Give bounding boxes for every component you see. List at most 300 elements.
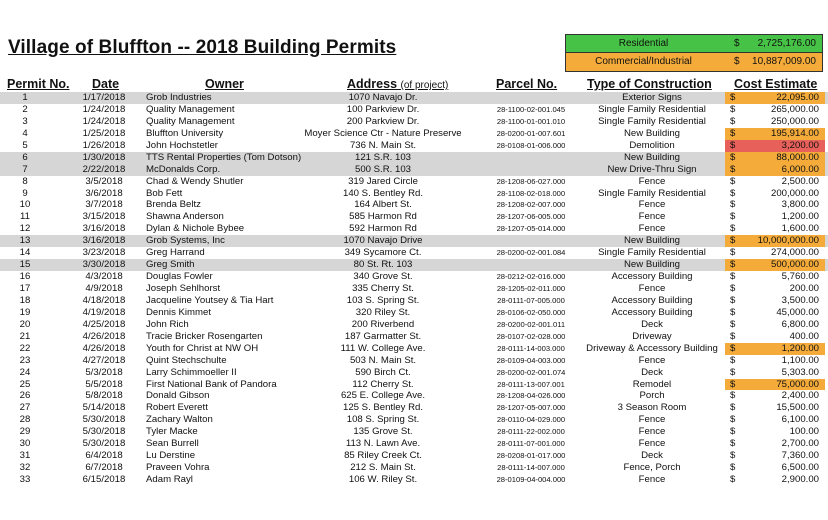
cost-estimate [725, 402, 825, 414]
project-address: 121 S.R. 103 [354, 151, 411, 163]
parcel-number: 28-0109-04-004.000 [496, 475, 566, 484]
cost-currency: $ [730, 414, 736, 426]
project-address: 585 Harmon Rd [349, 211, 417, 223]
permits-table [0, 92, 828, 486]
parcel-number: 28-1208-06-027.000 [496, 176, 566, 186]
cost-value: 2,900.00 [781, 474, 819, 485]
construction-type: Fence [638, 223, 666, 235]
permit-date: 5/14/2018 [82, 402, 126, 414]
cost-estimate [725, 307, 825, 319]
permit-date: 1/17/2018 [82, 92, 126, 103]
construction-type: Fence [638, 414, 666, 426]
cost-value: 195,914.00 [770, 127, 819, 139]
table-row [0, 176, 828, 188]
cost-estimate [725, 414, 825, 426]
cost-currency: $ [730, 294, 736, 306]
parcel-number: 28-0212-02-016.000 [496, 272, 566, 282]
permit-date: 3/7/2018 [85, 199, 123, 211]
cost-value: 2,400.00 [781, 390, 819, 402]
table-row [0, 188, 828, 200]
permit-date: 4/25/2018 [82, 318, 126, 330]
cost-value: 274,000.00 [770, 247, 819, 259]
cost-estimate [725, 343, 825, 355]
construction-type: Driveway & Accessory Building [586, 342, 718, 354]
permit-date: 5/30/2018 [82, 414, 126, 426]
permit-number: 12 [19, 223, 31, 235]
summary-label: Commercial/Industrial [595, 56, 692, 67]
cost-value: 6,100.00 [781, 414, 819, 426]
summary-currency: $ [734, 38, 740, 49]
permit-date: 3/16/2018 [82, 223, 126, 235]
owner-name: Shawna Anderson [146, 211, 224, 223]
table-row [0, 283, 828, 295]
owner-name: Lu Derstine [146, 450, 196, 462]
cost-estimate [725, 355, 825, 367]
cost-currency: $ [730, 342, 736, 354]
parcel-number: 28-0106-02-050.000 [496, 307, 566, 317]
cost-currency: $ [730, 438, 736, 450]
parcel-number: 28-1100-01-001.010 [496, 116, 566, 126]
owner-name: Dylan & Nichole Bybee [146, 223, 245, 235]
permit-date: 4/3/2018 [85, 271, 123, 283]
header-address [347, 77, 448, 91]
permit-number: 13 [19, 235, 31, 247]
project-address: 103 S. Spring St. [346, 294, 420, 306]
permit-date: 4/9/2018 [85, 283, 123, 294]
cost-value: 3,200.00 [781, 139, 819, 151]
project-address: 80 St. Rt. 103 [353, 259, 413, 271]
parcel-number: 28-0108-01-006.000 [496, 140, 566, 150]
construction-type: Single Family Residential [598, 187, 706, 199]
project-address: 592 Harmon Rd [349, 223, 417, 235]
permit-number: 32 [19, 462, 31, 474]
permit-date: 1/25/2018 [82, 127, 126, 139]
table-row [0, 379, 828, 391]
permit-number: 17 [19, 283, 31, 294]
cost-estimate [725, 235, 825, 247]
permit-date: 5/3/2018 [85, 366, 123, 378]
parcel-number: 28-1208-04-026.000 [496, 391, 566, 401]
cost-currency: $ [730, 235, 736, 247]
cost-currency: $ [730, 127, 736, 139]
table-row [0, 319, 828, 331]
permit-number: 28 [19, 414, 31, 426]
parcel-number: 28-1205-02-011.000 [496, 284, 566, 293]
construction-type: Fence [638, 283, 666, 294]
permit-date: 3/5/2018 [85, 175, 123, 187]
owner-name: Dennis Kimmet [146, 306, 212, 318]
permit-date: 1/26/2018 [82, 139, 126, 151]
owner-name: Adam Rayl [146, 474, 193, 485]
cost-estimate [725, 92, 825, 104]
permit-date: 2/22/2018 [82, 163, 126, 175]
permit-date: 4/26/2018 [82, 330, 126, 342]
permit-number: 11 [20, 211, 30, 223]
permit-date: 6/4/2018 [85, 450, 123, 462]
cost-value: 6,800.00 [781, 318, 819, 330]
permit-date: 4/18/2018 [82, 294, 126, 306]
parcel-number: 28-0200-02-001.011 [496, 319, 566, 329]
page-title: Village of Bluffton -- 2018 Building Permits [8, 37, 397, 58]
permit-date: 5/30/2018 [82, 438, 126, 450]
permit-number: 22 [19, 342, 31, 354]
project-address: 320 Riley St. [355, 306, 411, 318]
cost-estimate [725, 331, 825, 343]
cost-value: 3,800.00 [781, 199, 819, 211]
permit-number: 30 [19, 438, 31, 450]
permit-number: 4 [22, 127, 28, 139]
owner-name: Bob Fett [146, 187, 183, 199]
construction-type: Deck [641, 318, 663, 330]
parcel-number: 28-1100-02-001.045 [496, 104, 566, 114]
cost-value: 6,000.00 [781, 163, 819, 175]
owner-name: John Rich [146, 318, 189, 330]
table-row [0, 414, 828, 426]
permit-number: 19 [19, 306, 31, 318]
parcel-number: 28-0111-14-007.000 [497, 463, 565, 473]
cost-currency: $ [730, 318, 736, 330]
owner-name: John Hochstetler [146, 139, 218, 151]
summary-row-commercial [566, 53, 822, 71]
construction-type: Fence [638, 211, 666, 223]
permit-date: 1/24/2018 [82, 115, 126, 127]
cost-value: 1,200.00 [781, 211, 819, 223]
cost-value: 1,600.00 [781, 223, 819, 235]
construction-type: Exterior Signs [622, 92, 682, 103]
table-row [0, 450, 828, 462]
construction-type: Deck [641, 366, 663, 378]
cost-currency: $ [730, 103, 736, 115]
table-row [0, 199, 828, 211]
project-address: 319 Jared Circle [348, 175, 418, 187]
permit-number: 33 [19, 474, 31, 485]
construction-type: Accessory Building [611, 271, 693, 283]
parcel-number: 28-0111-13-007.001 [497, 379, 565, 389]
cost-currency: $ [730, 378, 736, 390]
summary-row-residential [566, 35, 822, 53]
permit-number: 5 [22, 139, 28, 151]
table-row [0, 164, 828, 176]
summary-currency: $ [734, 56, 740, 67]
owner-name: First National Bank of Pandora [146, 378, 277, 390]
cost-value: 1,100.00 [781, 354, 819, 366]
owner-name: Quality Management [146, 115, 235, 127]
construction-type: Remodel [632, 378, 672, 390]
owner-name: Robert Everett [146, 402, 208, 414]
header-owner: Owner [205, 77, 244, 91]
construction-type: Fence [638, 199, 666, 211]
cost-value: 7,360.00 [781, 450, 819, 462]
table-row [0, 343, 828, 355]
cost-estimate [725, 152, 825, 164]
cost-estimate [725, 104, 825, 116]
construction-type: New Building [624, 259, 680, 271]
project-address: 125 S. Bentley Rd. [343, 402, 423, 414]
construction-type: Demolition [629, 139, 675, 151]
table-row [0, 116, 828, 128]
construction-type: Single Family Residential [598, 247, 706, 259]
parcel-number: 28-1108-02-018.000 [496, 188, 566, 198]
parcel-number: 28-0110-04-029.000 [496, 415, 566, 425]
project-address: 112 Cherry St. [352, 378, 414, 390]
construction-type: Single Family Residential [598, 103, 706, 115]
cost-value: 22,095.00 [776, 92, 819, 103]
owner-name: McDonalds Corp. [146, 163, 221, 175]
permit-date: 5/5/2018 [85, 378, 123, 390]
construction-type: Fence [638, 354, 666, 366]
header-permit: Permit No. [7, 77, 70, 91]
owner-name: Youth for Christ at NW OH [146, 342, 259, 354]
construction-type: Deck [641, 450, 663, 462]
parcel-number: 28-0111-07-005.000 [497, 295, 565, 305]
cost-currency: $ [730, 306, 736, 318]
owner-name: TTS Rental Properties (Tom Dotson) [146, 151, 302, 163]
permit-number: 10 [19, 199, 31, 211]
cost-currency: $ [730, 163, 736, 175]
cost-currency: $ [730, 366, 736, 378]
parcel-number: 28-0208-01-017.000 [496, 451, 566, 461]
cost-currency: $ [730, 283, 736, 294]
permit-number: 24 [19, 366, 31, 378]
construction-type: Accessory Building [611, 294, 693, 306]
permit-number: 18 [19, 294, 31, 306]
cost-estimate [725, 128, 825, 140]
project-address: 349 Sycamore Ct. [344, 247, 422, 259]
permit-date: 3/6/2018 [85, 187, 123, 199]
parcel-number: 28-0107-02-028.000 [496, 331, 566, 341]
permit-number: 29 [19, 426, 31, 438]
permit-number: 1 [22, 92, 28, 103]
cost-estimate [725, 188, 825, 200]
table-row [0, 426, 828, 438]
table-row [0, 402, 828, 414]
permit-date: 4/26/2018 [82, 342, 126, 354]
owner-name: Greg Smith [146, 259, 195, 271]
permit-date: 3/23/2018 [82, 247, 126, 259]
parcel-number: 28-0111-14-003.000 [497, 343, 565, 353]
owner-name: Sean Burrell [146, 438, 199, 450]
summary-value: 2,725,176.00 [757, 38, 816, 49]
construction-type: New Building [624, 235, 680, 247]
permit-number: 15 [19, 259, 31, 271]
parcel-number: 28-1208-02-007.000 [496, 200, 566, 210]
table-row [0, 211, 828, 223]
header-type: Type of Construction [587, 77, 712, 91]
cost-estimate [725, 426, 825, 438]
cost-currency: $ [730, 199, 736, 211]
cost-value: 88,000.00 [776, 151, 819, 163]
permit-date: 6/7/2018 [85, 462, 123, 474]
permit-date: 1/30/2018 [82, 151, 126, 163]
permit-number: 21 [19, 330, 31, 342]
permit-number: 23 [19, 354, 31, 366]
table-row [0, 438, 828, 450]
construction-type: Fence [638, 474, 666, 485]
cost-value: 75,000.00 [776, 378, 819, 390]
cost-currency: $ [730, 175, 736, 187]
construction-type: 3 Season Room [617, 402, 687, 414]
cost-currency: $ [730, 211, 736, 223]
cost-value: 265,000.00 [770, 103, 819, 115]
cost-value: 500,000.00 [770, 259, 819, 271]
table-row [0, 390, 828, 402]
project-address: 164 Albert St. [354, 199, 412, 211]
permit-date: 3/15/2018 [82, 211, 126, 223]
header-address-label: Address [347, 77, 398, 91]
table-row [0, 307, 828, 319]
header-date: Date [92, 77, 120, 91]
cost-value: 5,303.00 [781, 366, 819, 378]
parcel-number: 28-0111-22-002.000 [497, 427, 565, 437]
cost-estimate [725, 164, 825, 176]
project-address: 200 Parkview Dr. [346, 115, 420, 127]
owner-name: Quint Stechschulte [146, 354, 227, 366]
parcel-number: 28-0200-02-001.074 [496, 367, 566, 377]
cost-estimate [725, 259, 825, 271]
project-address: 625 E. College Ave. [340, 390, 426, 402]
permit-date: 3/16/2018 [82, 235, 126, 247]
cost-estimate [725, 295, 825, 307]
table-row [0, 128, 828, 140]
project-address: 113 N. Lawn Ave. [345, 438, 421, 450]
cost-currency: $ [730, 259, 736, 271]
header-address-sub: (of project) [400, 80, 449, 91]
table-row [0, 355, 828, 367]
construction-type: Fence [638, 426, 666, 438]
table-row [0, 462, 828, 474]
project-address: 111 W. College Ave. [340, 342, 426, 354]
project-address: 503 N. Main St. [349, 354, 417, 366]
project-address: 140 S. Bentley Rd. [343, 187, 423, 199]
cost-currency: $ [730, 271, 736, 283]
table-row [0, 259, 828, 271]
cost-estimate [725, 199, 825, 211]
owner-name: Tyler Macke [146, 426, 198, 438]
project-address: 100 Parkview Dr. [346, 103, 420, 115]
table-row [0, 140, 828, 152]
cost-estimate [725, 271, 825, 283]
cost-value: 200,000.00 [770, 187, 819, 199]
cost-currency: $ [730, 223, 736, 235]
summary-label: Residential [618, 38, 669, 49]
cost-currency: $ [730, 187, 736, 199]
cost-value: 45,000.00 [776, 306, 819, 318]
construction-type: Driveway [632, 330, 672, 342]
project-address: 108 S. Spring St. [346, 414, 420, 426]
cost-currency: $ [730, 474, 736, 485]
cost-currency: $ [730, 354, 736, 366]
construction-type: Accessory Building [611, 306, 693, 318]
cost-value: 5,760.00 [781, 271, 819, 283]
owner-name: Zachary Walton [146, 414, 213, 426]
owner-name: Brenda Beltz [146, 199, 201, 211]
owner-name: Larry Schimmoeller II [146, 366, 237, 378]
parcel-number: 28-0111-07-001.000 [497, 439, 565, 449]
owner-name: Donald Gibson [146, 390, 210, 402]
cost-currency: $ [730, 390, 736, 402]
cost-estimate [725, 390, 825, 402]
cost-estimate [725, 367, 825, 379]
cost-currency: $ [730, 402, 736, 414]
permit-date: 5/8/2018 [85, 390, 123, 402]
permit-date: 1/24/2018 [82, 103, 126, 115]
summary-value: 10,887,009.00 [752, 56, 816, 67]
permit-number: 16 [19, 271, 31, 283]
owner-name: Grob Industries [146, 92, 212, 103]
table-row [0, 295, 828, 307]
owner-name: Greg Harrand [146, 247, 205, 259]
cost-currency: $ [730, 450, 736, 462]
table-row [0, 247, 828, 259]
parcel-number: 28-1207-05-014.000 [496, 224, 566, 234]
parcel-number: 28-1207-05-007.000 [496, 403, 566, 413]
cost-value: 10,000,000.00 [757, 235, 819, 247]
table-row [0, 92, 828, 104]
cost-currency: $ [730, 426, 736, 438]
cost-value: 2,700.00 [781, 438, 819, 450]
permit-number: 20 [19, 318, 31, 330]
project-address: 135 Grove St. [353, 426, 413, 438]
cost-estimate [725, 474, 825, 486]
parcel-number: 28-0200-02-001.084 [496, 248, 566, 258]
parcel-number: 28-1207-06-005.000 [496, 212, 566, 222]
permit-number: 14 [19, 247, 31, 259]
cost-estimate [725, 283, 825, 295]
project-address: 106 W. Riley St. [348, 474, 418, 485]
cost-value: 3,500.00 [781, 294, 819, 306]
cost-currency: $ [730, 330, 736, 342]
cost-estimate [725, 319, 825, 331]
table-row [0, 152, 828, 164]
cost-estimate [725, 438, 825, 450]
permit-date: 3/30/2018 [82, 259, 126, 271]
permit-number: 7 [22, 163, 28, 175]
cost-value: 2,500.00 [781, 175, 819, 187]
permit-number: 8 [22, 175, 28, 187]
project-address: 1070 Navajo Drive [343, 235, 423, 247]
cost-value: 250,000.00 [770, 115, 819, 127]
cost-estimate [725, 379, 825, 391]
table-row [0, 271, 828, 283]
cost-currency: $ [730, 115, 736, 127]
permit-number: 25 [19, 378, 31, 390]
cost-value: 15,500.00 [776, 402, 819, 414]
permit-date: 6/15/2018 [82, 474, 126, 485]
permit-number: 27 [19, 402, 31, 414]
owner-name: Bluffton University [146, 127, 224, 139]
cost-estimate [725, 247, 825, 259]
parcel-number: 28-0109-04-003.000 [496, 355, 566, 365]
table-row [0, 474, 828, 486]
permit-date: 4/19/2018 [82, 306, 126, 318]
cost-value: 200.00 [789, 283, 819, 294]
cost-value: 1,200.00 [781, 342, 819, 354]
cost-currency: $ [730, 151, 736, 163]
permit-number: 6 [22, 151, 28, 163]
cost-estimate [725, 462, 825, 474]
cost-value: 100.00 [789, 426, 819, 438]
owner-name: Tracie Bricker Rosengarten [146, 330, 263, 342]
permit-date: 5/30/2018 [82, 426, 126, 438]
table-row [0, 104, 828, 116]
construction-type: Fence [638, 438, 666, 450]
table-row [0, 223, 828, 235]
project-address: 85 Riley Creek Ct. [344, 450, 422, 462]
header-cost: Cost Estimate [734, 77, 818, 91]
cost-estimate [725, 450, 825, 462]
owner-name: Jacqueline Youtsey & Tia Hart [146, 294, 274, 306]
cost-estimate [725, 211, 825, 223]
